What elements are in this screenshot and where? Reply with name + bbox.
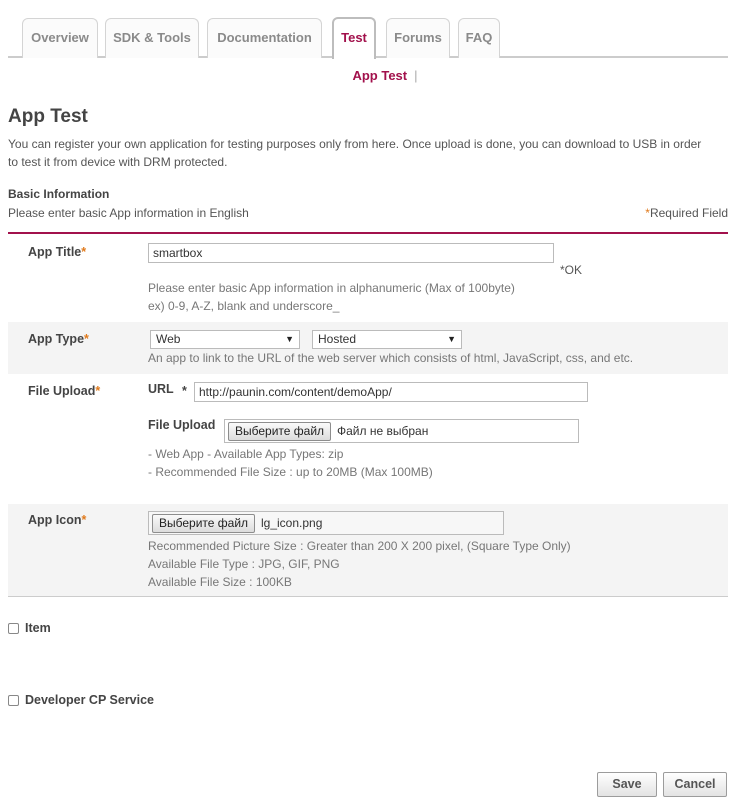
item-checkbox-label: Item (25, 621, 51, 635)
developer-cp-checkbox-label: Developer CP Service (25, 693, 155, 707)
tab-overview[interactable]: Overview (22, 18, 98, 58)
app-type-select[interactable]: Web ▼ (150, 330, 300, 349)
main-tabs (8, 18, 728, 58)
item-checkbox-row[interactable] (8, 621, 51, 635)
app-title-hint-2: ex) 0-9, A-Z, blank and underscore_ (148, 299, 340, 313)
page-title: App Test (8, 106, 88, 127)
url-required-star: * (182, 384, 187, 398)
choose-icon-button[interactable]: Выберите файл (152, 514, 255, 533)
file-upload-field (224, 419, 579, 443)
file-upload-row (8, 374, 728, 504)
app-icon-label: App Icon* (28, 513, 87, 527)
app-icon-field (148, 511, 504, 535)
file-upload-filename: Файл не выбран (337, 424, 429, 438)
required-star: * (645, 206, 650, 220)
sub-navigation (0, 68, 746, 83)
chevron-down-icon: ▼ (285, 334, 294, 344)
app-type-row (8, 322, 728, 374)
chevron-down-icon: ▼ (447, 334, 456, 344)
file-upload-sublabel: File Upload (148, 418, 216, 432)
tab-faq[interactable]: FAQ (458, 18, 500, 58)
url-label: URL (148, 382, 174, 396)
file-upload-hint-1: - Web App - Available App Types: zip (148, 447, 344, 461)
choose-file-button[interactable]: Выберите файл (228, 422, 331, 441)
app-icon-hint-3: Available File Size : 100KB (148, 575, 292, 589)
basic-info-heading: Basic Information (8, 187, 110, 201)
file-upload-hint-2: - Recommended File Size : up to 20MB (Max 100MB) (148, 465, 433, 479)
app-icon-hint-2: Available File Type : JPG, GIF, PNG (148, 557, 340, 571)
required-text: Required Field (649, 206, 728, 220)
subnav-app-test-link[interactable]: App Test (352, 68, 408, 83)
item-checkbox[interactable] (8, 623, 19, 634)
tab-sdk-tools[interactable]: SDK & Tools (105, 18, 199, 58)
save-button[interactable]: Save (597, 772, 657, 797)
app-icon-hint-1: Recommended Picture Size : Greater than 200 X 200 pixel, (Square Type Only) (148, 539, 571, 553)
app-type-label: App Type* (28, 332, 89, 346)
file-upload-label: File Upload* (28, 384, 101, 398)
app-icon-row (8, 504, 728, 597)
developer-cp-checkbox[interactable] (8, 695, 19, 706)
basic-info-subtext: Please enter basic App information in English (8, 206, 249, 220)
developer-cp-checkbox-row[interactable] (8, 693, 154, 707)
app-title-label: App Title* (28, 245, 87, 259)
app-title-row (8, 234, 728, 322)
app-icon-filename: lg_icon.png (261, 516, 323, 530)
tab-forums[interactable]: Forums (386, 18, 450, 58)
cancel-button[interactable]: Cancel (663, 772, 727, 797)
app-title-input[interactable]: smartbox (148, 243, 554, 263)
tab-documentation[interactable]: Documentation (207, 18, 322, 58)
tab-test[interactable]: Test (332, 17, 376, 59)
subnav-separator: | (414, 68, 418, 83)
required-field-note (645, 206, 728, 220)
app-title-ok: *OK (560, 263, 583, 277)
app-subtype-select[interactable]: Hosted ▼ (312, 330, 462, 349)
page-intro: You can register your own application for testing purposes only from here. Once upload is done, you can download to USB in order to test it from device with DRM protected. (8, 137, 702, 169)
url-input[interactable]: http://paunin.com/content/demoApp/ (194, 382, 588, 402)
app-title-hint-1: Please enter basic App information in alphanumeric (Max of 100byte) (148, 281, 515, 295)
app-type-hint: An app to link to the URL of the web server which consists of html, JavaScript, css, and etc. (148, 351, 634, 365)
